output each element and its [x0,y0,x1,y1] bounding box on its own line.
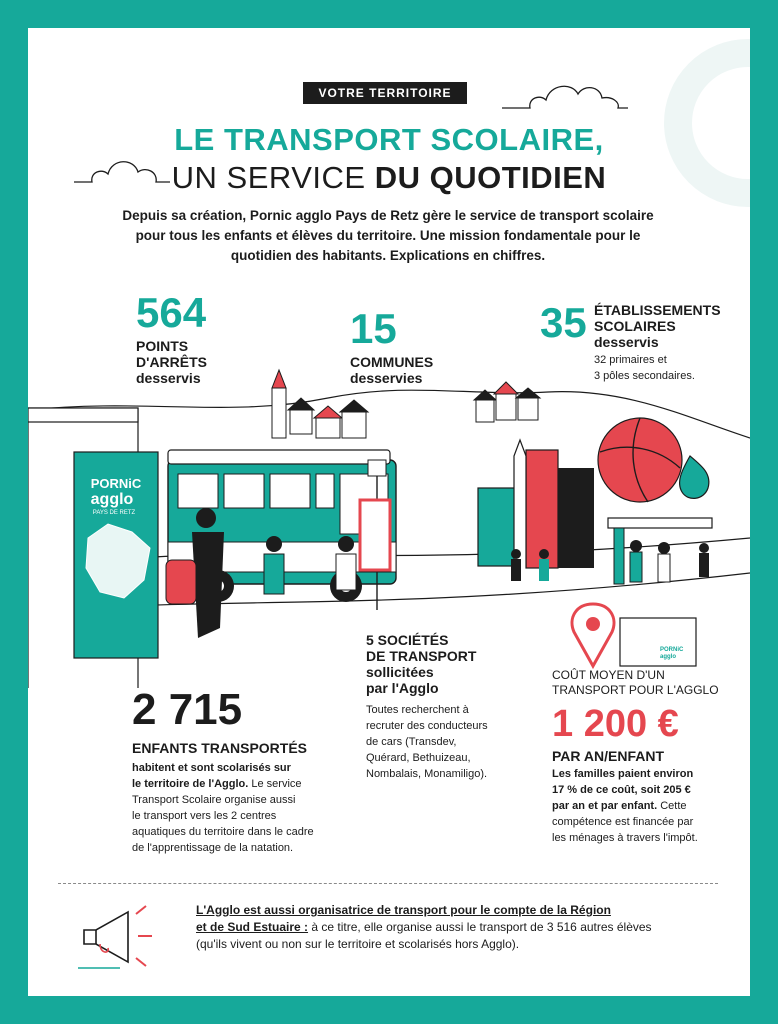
stat-value: 1 200 € [552,703,679,745]
stat-detail: par an et par enfant. Cette [552,800,687,812]
stat-detail: compétence est financée par [552,816,694,828]
stat-societes [366,632,488,782]
stat-value: 2 715 [132,685,243,734]
footer-line: (qu'ils vivent ou non sur le territoire et scolarisés hors Agglo). [196,937,520,951]
stat-cout [552,668,719,846]
stat-label: desservies [350,370,423,386]
stat-label: desservis [594,334,659,350]
stat-label: sollicitées [366,664,434,680]
stat-label: COMMUNES [350,354,434,370]
card-brand: PORNiC [660,647,684,653]
stat-detail: le territoire de l'Agglo. Le service [132,778,302,790]
stat-label: COÛT MOYEN D'UN [552,668,665,682]
sign-brand: agglo [90,491,134,508]
stat-label: PAR AN/ENFANT [552,748,664,764]
stat-detail: recruter des conducteurs [366,720,488,732]
stat-label: D'ARRÊTS [136,354,207,370]
footer-line: L'Agglo est aussi organisatrice de transport pour le compte de la Région [196,903,611,917]
intro-text: Depuis sa création, Pornic agglo Pays de Retz gère le service de transport scolaire pour tous les enfants et élèves du territoire. Une mission fondamentale pour le quotidien des habitants. Explications en chiffres. [122,208,654,263]
divider [58,883,718,884]
location-pin-icon [572,604,614,666]
bus-stop-icon [368,460,386,476]
stat-label: DE TRANSPORT [366,648,477,664]
section-tag: VOTRE TERRITOIRE [303,82,467,104]
stat-label: par l'Agglo [366,680,439,696]
page-title-line1: LE TRANSPORT SCOLAIRE, [174,122,604,157]
stat-detail: 17 % de ce coût, soit 205 € [552,784,691,796]
stat-label: TRANSPORT POUR L'AGGLO [552,683,719,697]
stat-detail: Les familles paient environ [552,768,694,780]
stat-detail: les ménages à travers l'impôt. [552,832,698,844]
stat-detail: Transport Scolaire organise aussi [132,794,296,806]
stat-detail: Nombalais, Monamiligo). [366,768,488,780]
stat-value: 564 [136,289,207,336]
stat-detail: de l'apprentissage de la natation. [132,842,294,854]
infographic-page [28,28,750,996]
sign-brand: PAYS DE RETZ [92,510,136,516]
stat-value: 35 [540,299,587,346]
stat-label: POINTS [136,338,189,354]
stat-detail: de cars (Transdev, [366,736,457,748]
stat-label: 5 SOCIÉTÉS [366,632,449,648]
stat-detail: le transport vers les 2 centres [132,810,277,822]
stat-detail: habitent et sont scolarisés sur [132,762,291,774]
footer-line: et de Sud Estuaire : à ce titre, elle organise aussi le transport de 3 516 autres élèves [196,920,652,934]
card-brand: agglo [660,654,676,660]
footer-note [196,902,706,953]
stat-label: SCOLAIRES [594,318,676,334]
stat-detail: aquatiques du territoire dans le cadre [132,826,314,838]
stat-detail: 3 pôles secondaires. [594,370,695,382]
page-title-line2: UN SERVICE DU QUOTIDIEN [171,160,607,195]
megaphone-icon [76,900,166,970]
stat-value: 15 [350,305,397,352]
stat-label: ÉTABLISSEMENTS [594,302,721,318]
cloud-icon [500,64,630,112]
stat-detail: 32 primaires et [594,354,667,366]
stat-detail: Quérard, Bethuizeau, [366,752,471,764]
sign-brand: PORNiC [90,476,142,491]
stat-label: desservis [136,370,201,386]
stat-enfants [132,685,314,856]
stat-label: ENFANTS TRANSPORTÉS [132,740,308,756]
stat-detail: Toutes recherchent à [366,704,469,716]
